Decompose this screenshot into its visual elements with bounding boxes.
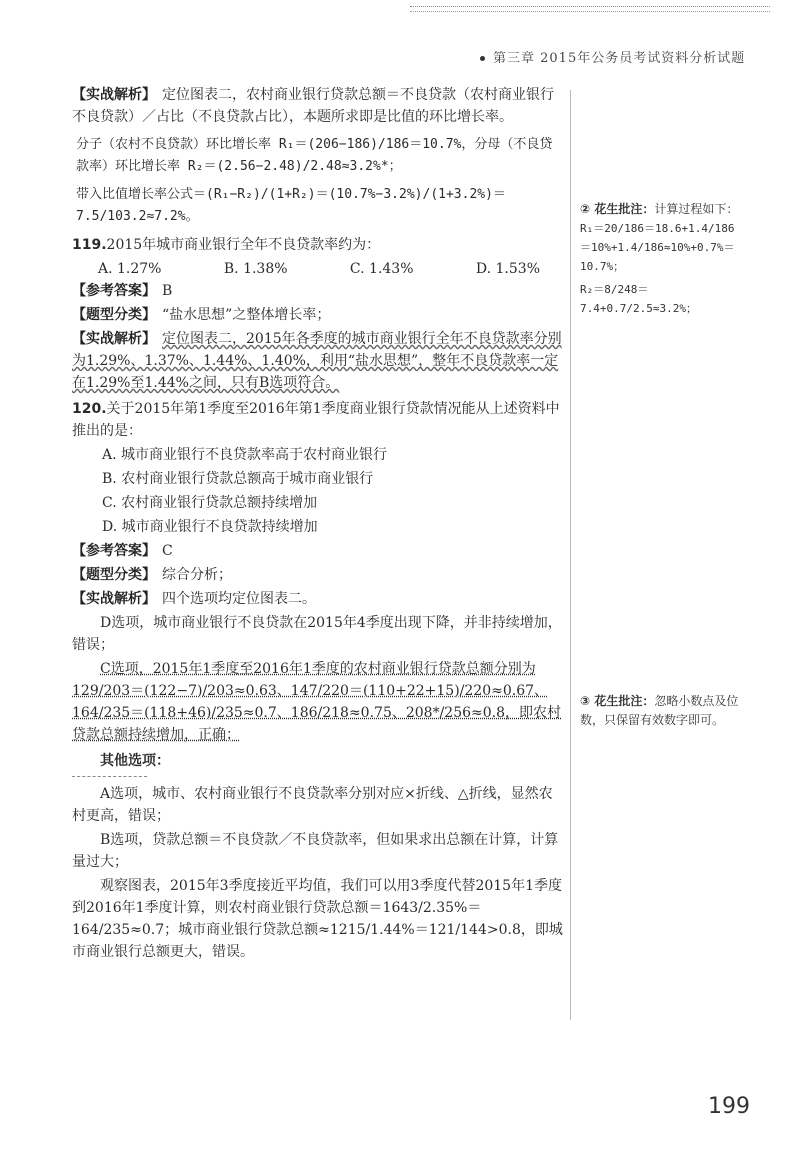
other-options-title: 其他选项：	[100, 753, 170, 769]
question-119	[72, 234, 564, 256]
note-label: ② 花生批注：	[580, 202, 655, 216]
options-119	[72, 258, 564, 280]
type-value: 综合分析；	[162, 567, 232, 583]
option-b: B. 农村商业银行贷款总额高于城市商业银行	[102, 471, 374, 487]
header-rule	[410, 6, 770, 12]
option-b-calculation: 观察图表，2015年3季度接近平均值，我们可以用3季度代替2015年1季度到2016年1季度计算，则农村商业银行贷款总额＝1643/2.35%＝164/235≈0.7；城市商业银行贷款总额≈1215/1.44%＝121/144>0.8，即城市商业银行总额更大，错误。	[72, 878, 563, 960]
question-number: 120.	[72, 401, 107, 417]
answer-value: C	[162, 543, 173, 559]
main-column	[72, 84, 564, 965]
question-stem: 关于2015年第1季度至2016年第1季度商业银行贷款情况能从上述资料中推出的是：	[72, 401, 560, 439]
note-label: ③ 花生批注：	[580, 694, 655, 708]
growth-formula-2: 带入比值增长率公式＝(R₁−R₂)/(1+R₂)＝(10.7%−3.2%)/(1+3.2%)＝7.5/103.2≈7.2%。	[76, 187, 506, 224]
note-text: 计算过程如下：	[654, 202, 739, 216]
type-tag: 【题型分类】	[72, 567, 156, 583]
option-d: D. 城市商业银行不良贷款持续增加	[102, 519, 318, 535]
option-b-analysis: B选项，贷款总额＝不良贷款／不良贷款率，但如果求出总额在计算，计算量过大；	[72, 832, 559, 870]
analysis-text: 四个选项均定位图表二。	[162, 591, 316, 607]
header-title: 第三章 2015年公务员考试资料分析试题	[493, 51, 746, 66]
analysis-text: 定位图表二，2015年各季度的城市商业银行全年不良贷款率分别为1.29%、1.37%、1.44%、1.40%，利用“盐水思想”，整年不良贷款率一定在1.29%至1.44%之间，只有B选项符合。	[72, 331, 562, 391]
option-c-analysis: C选项，2015年1季度至2016年1季度的农村商业银行贷款总额分别为 129/203＝(122−7)/203≈0.63、147/220＝(110+22+15)/220≈0.67、164/235＝(118+46)/235≈0.7、186/218≈0.75、208*/256≈0.8，即农村贷款总额持续增加，正确；	[72, 661, 562, 743]
analysis-tag: 【实战解析】	[72, 591, 156, 607]
option-a: A. 1.27%	[98, 261, 162, 277]
option-b: B. 1.38%	[223, 261, 288, 277]
option-d-analysis: D选项，城市商业银行不良贷款在2015年4季度出现下降，并非持续增加，错误；	[72, 615, 562, 653]
answer-value: B	[162, 283, 173, 299]
note-formula-r2: R₂＝8/248＝7.4+0.7/2.5≈3.2%；	[580, 283, 697, 315]
answer-tag: 【参考答案】	[72, 283, 156, 299]
question-stem: 2015年城市商业银行全年不良贷款率约为：	[106, 237, 381, 253]
analysis-tag: 【实战解析】	[72, 331, 156, 347]
running-header	[480, 47, 745, 66]
option-c: C. 1.43%	[349, 261, 414, 277]
option-c: C. 农村商业银行贷款总额持续增加	[102, 495, 318, 511]
margin-divider	[570, 90, 571, 1020]
analysis-tag: 【实战解析】	[72, 87, 156, 103]
note-formula-r1: R₁＝20/186＝18.6+1.4/186＝10%+1.4/186≈10%+0.7%＝10.7%；	[580, 222, 735, 273]
question-number: 119.	[72, 237, 107, 253]
option-a-analysis: A选项，城市、农村商业银行不良贷款率分别对应×折线、△折线，显然农村更高，错误；	[72, 786, 553, 824]
divider	[72, 776, 147, 777]
margin-note-3	[580, 692, 740, 730]
page-number: 199	[708, 1094, 750, 1119]
question-120	[72, 398, 564, 442]
analysis-text: 定位图表二，农村商业银行贷款总额＝不良贷款（农村商业银行不良贷款）／占比（不良贷款占比），本题所求即是比值的环比增长率。	[72, 87, 554, 125]
option-a: A. 城市商业银行不良贷款率高于农村商业银行	[102, 447, 388, 463]
growth-formula-1: 分子（农村不良贷款）环比增长率 R₁＝(206−186)/186＝10.7%，分母（不良贷款率）环比增长率 R₂＝(2.56−2.48)/2.48≈3.2%*；	[76, 137, 553, 174]
option-d: D. 1.53%	[475, 261, 540, 277]
type-tag: 【题型分类】	[72, 307, 156, 323]
type-value: “盐水思想”之整体增长率；	[162, 307, 331, 323]
note-text: 忽略小数点及位数，只保留有效数字即可。	[580, 694, 739, 727]
margin-note-2	[580, 200, 740, 318]
bullet-icon	[480, 56, 485, 61]
answer-tag: 【参考答案】	[72, 543, 156, 559]
